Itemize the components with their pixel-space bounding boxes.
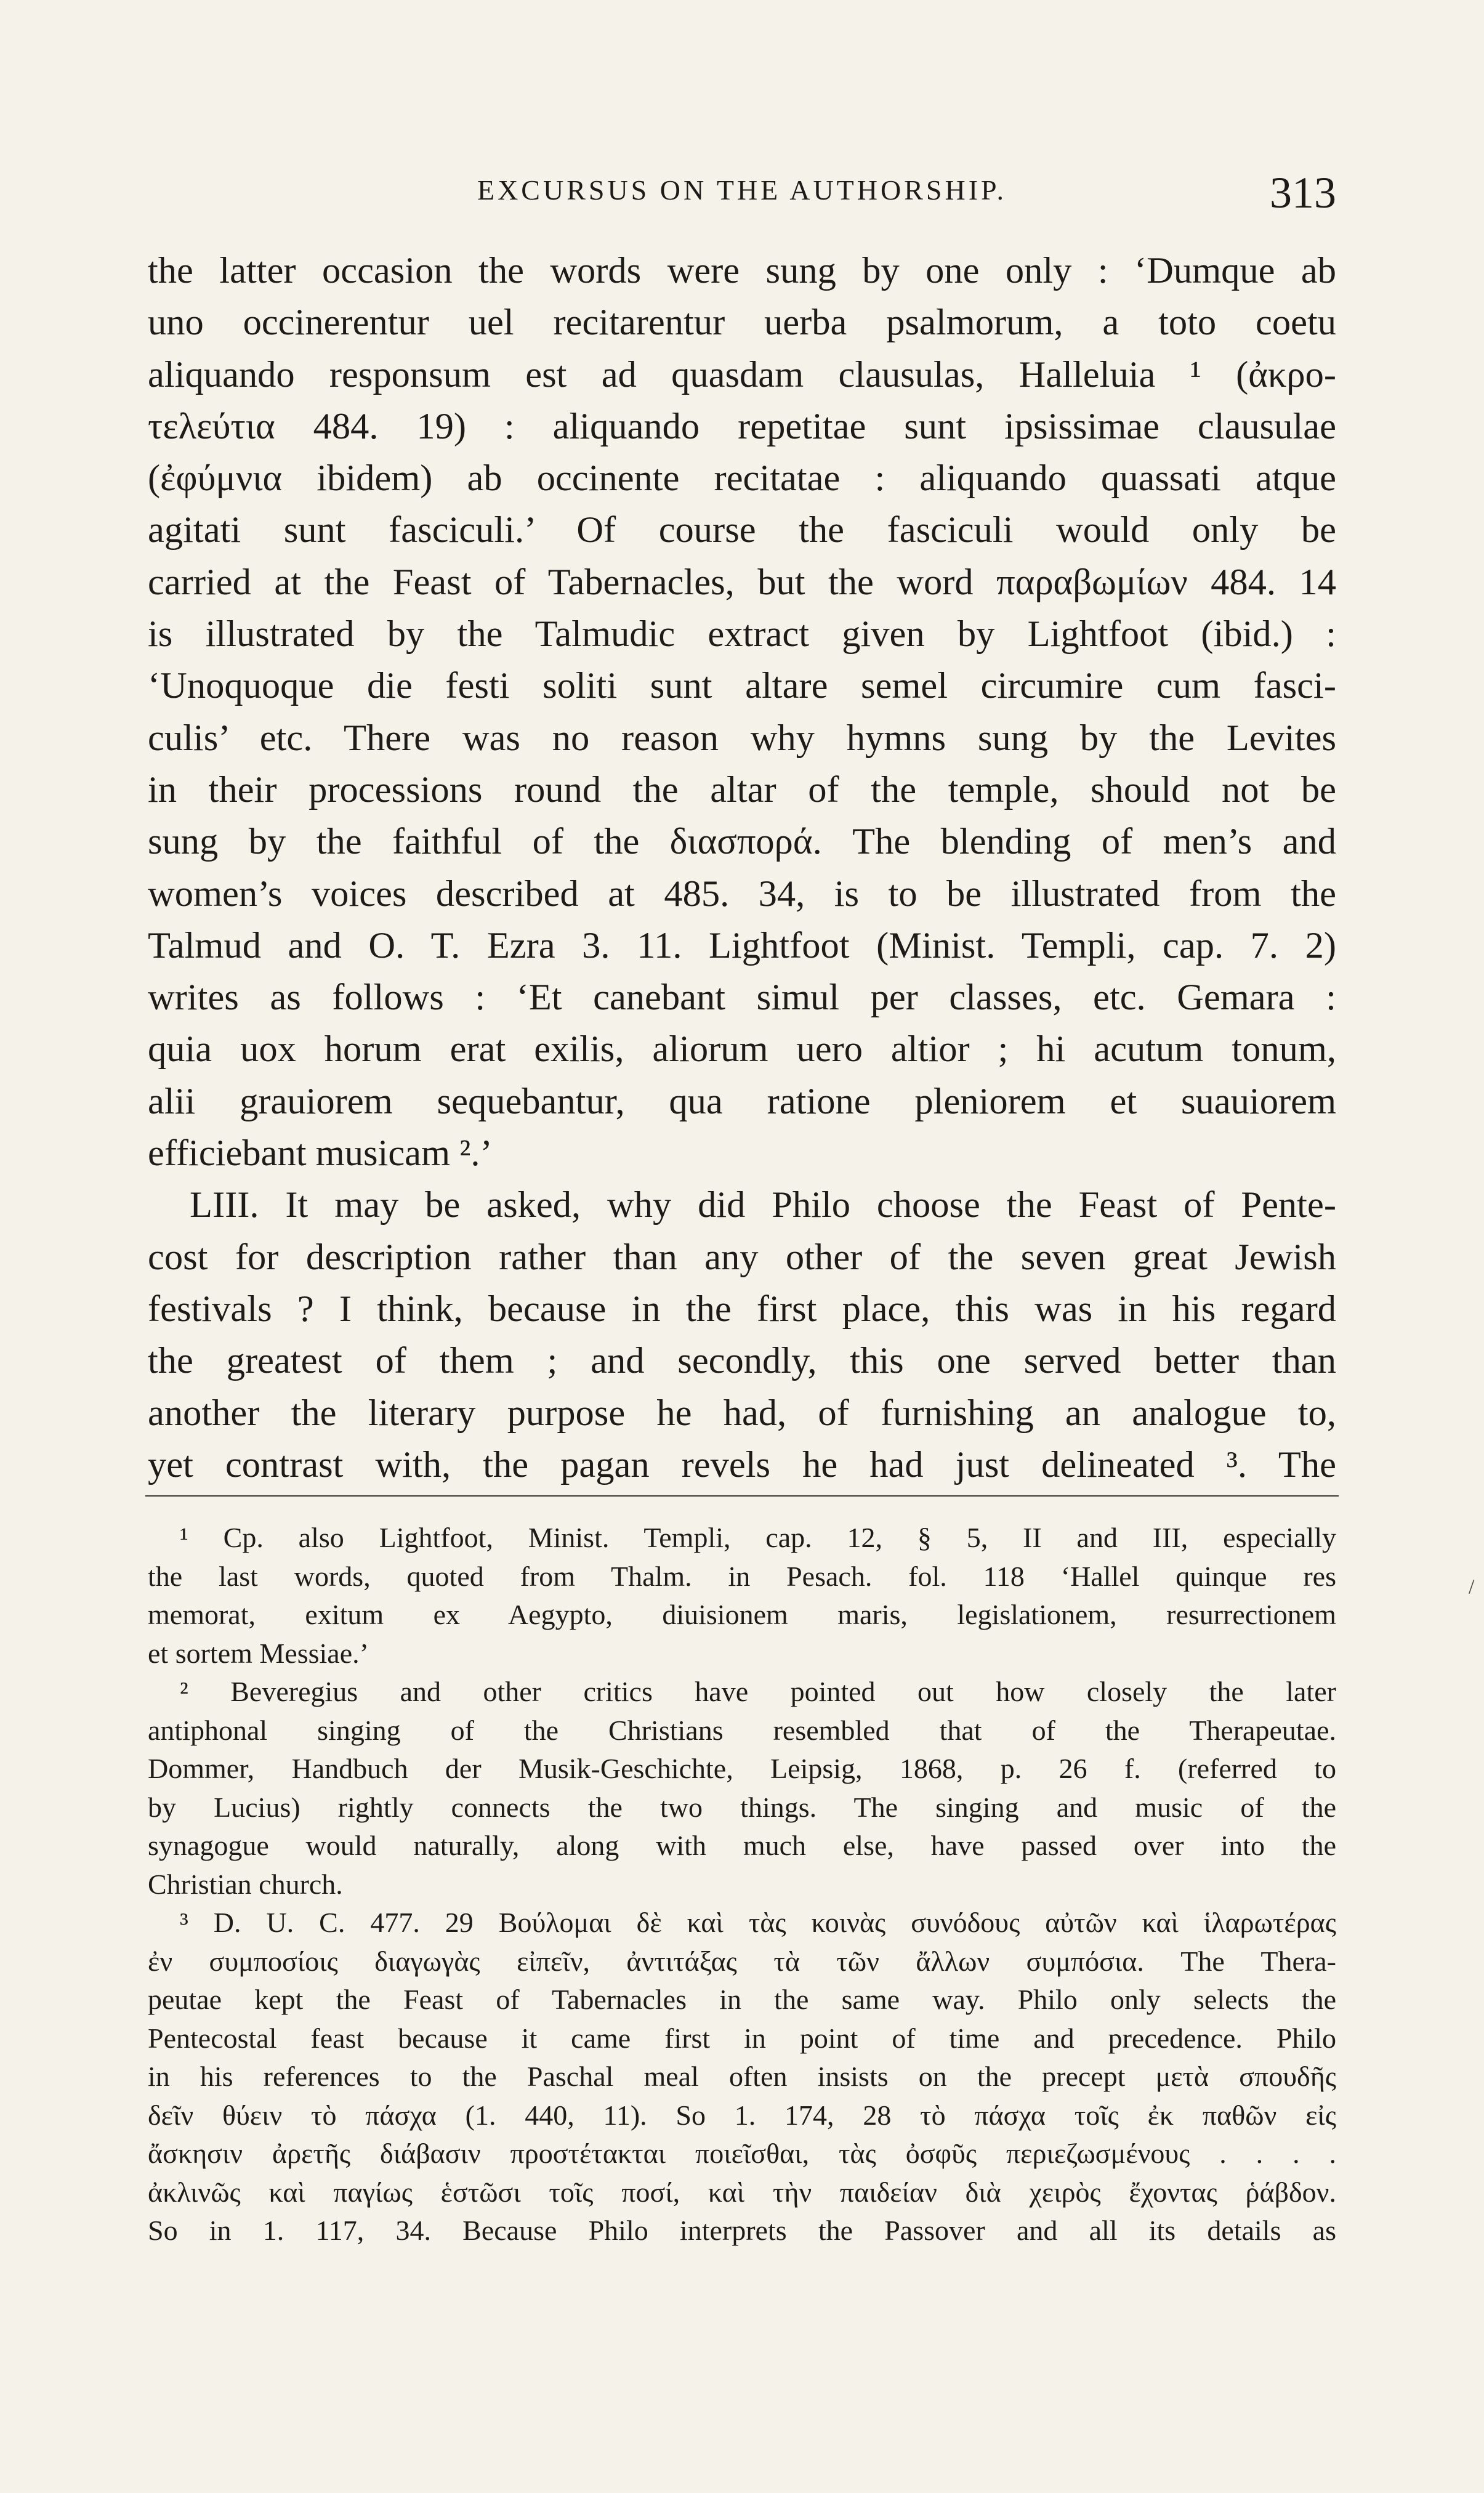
footnote-line: peutae kept the Feast of Tabernacles in the same way. Philo only selects the xyxy=(148,1984,1336,2015)
body-line: the greatest of them ; and secondly, this one served better than xyxy=(148,1340,1336,1382)
footnote-line: Dommer, Handbuch der Musik-Geschichte, Leipsig, 1868, p. 26 f. (referred to xyxy=(148,1753,1336,1784)
page-header xyxy=(148,168,1336,223)
body-line: the latter occasion the words were sung by one only : ‘Dumque ab xyxy=(148,250,1336,291)
body-line: (ἐφύμνια ibidem) ab occinente recitatae : aliquando quassati atque xyxy=(148,458,1336,499)
footnote-line: ² Beveregius and other critics have pointed out how closely the later xyxy=(180,1676,1336,1707)
footnote-line: ἀκλινῶς καὶ παγίως ἑστῶσι τοῖς ποσί, καὶ τὴν παιδείαν διὰ χειρὸς ἔχοντας ῥάβδον. xyxy=(148,2176,1336,2208)
body-line: festivals ? I think, because in the first place, this was in his regard xyxy=(148,1288,1336,1330)
footnote-divider xyxy=(145,1495,1339,1497)
footnotes xyxy=(148,1519,1336,2250)
page-number: 313 xyxy=(1270,168,1336,217)
body-line: another the literary purpose he had, of furnishing an analogue to, xyxy=(148,1392,1336,1434)
body-line: alii grauiorem sequebantur, qua ratione pleniorem et suauiorem xyxy=(148,1080,1336,1122)
body-line: quia uox horum erat exilis, aliorum uero altior ; hi acutum tonum, xyxy=(148,1028,1336,1070)
footnote-line: Pentecostal feast because it came first in point of time and precedence. Philo xyxy=(148,2022,1336,2054)
body-line: LIII. It may be asked, why did Philo choose the Feast of Pente- xyxy=(190,1184,1336,1226)
body-line: agitati sunt fasciculi.’ Of course the fasciculi would only be xyxy=(148,509,1336,551)
body-line: aliquando responsum est ad quasdam clausulas, Halleluia ¹ (ἀκρο- xyxy=(148,354,1336,395)
body-line: writes as follows : ‘Et canebant simul per classes, etc. Gemara : xyxy=(148,977,1336,1019)
body-line: cost for description rather than any other of the seven great Jewish xyxy=(148,1236,1336,1278)
footnote-line: antiphonal singing of the Christians resembled that of the Therapeutae. xyxy=(148,1714,1336,1746)
footnote-line: ἐν συμποσίοις διαγωγὰς εἰπεῖν, ἀντιτάξας τὰ τῶν ἄλλων συμπόσια. The Thera- xyxy=(148,1945,1336,1977)
body-line: yet contrast with, the pagan revels he had just delineated ³. The xyxy=(148,1444,1336,1485)
footnote-line: ³ D. U. C. 477. 29 Βούλομαι δὲ καὶ τὰς κοινὰς συνόδους αὐτῶν καὶ ἱλαρωτέρας xyxy=(180,1907,1336,1938)
footnote-line: Christian church. xyxy=(148,1868,343,1900)
body-line: carried at the Feast of Tabernacles, but the word παραβωμίων 484. 14 xyxy=(148,561,1336,603)
footnote-line: et sortem Messiae.’ xyxy=(148,1637,369,1669)
footnote-line: by Lucius) rightly connects the two things. The singing and music of the xyxy=(148,1791,1336,1823)
body-line: women’s voices described at 485. 34, is to be illustrated from the xyxy=(148,873,1336,915)
footnote-line: δεῖν θύειν τὸ πάσχα (1. 440, 11). So 1. 174, 28 τὸ πάσχα τοῖς ἐκ παθῶν εἰς xyxy=(148,2099,1336,2131)
footnote-line: memorat, exitum ex Aegypto, diuisionem maris, legislationem, resurrectionem xyxy=(148,1599,1336,1630)
body-line: is illustrated by the Talmudic extract given by Lightfoot (ibid.) : xyxy=(148,613,1336,655)
footnote-line: the last words, quoted from Thalm. in Pesach. fol. 118 ‘Hallel quinque res xyxy=(148,1560,1336,1592)
running-title: EXCURSUS ON THE AUTHORSHIP. xyxy=(477,174,1007,206)
footnote-line: ¹ Cp. also Lightfoot, Minist. Templi, cap. 12, § 5, II and III, especially xyxy=(180,1522,1336,1553)
body-line: in their processions round the altar of the temple, should not be xyxy=(148,769,1336,810)
footnote-line: ἄσκησιν ἀρετῆς διάβασιν προστέτακται ποιεῖσθαι, τὰς ὀσφῦς περιεζωσμένους . . . . xyxy=(148,2138,1336,2169)
footnote-line: in his references to the Paschal meal often insists on the precept μετὰ σπουδῆς xyxy=(148,2061,1336,2092)
body-line: culis’ etc. There was no reason why hymns sung by the Levites xyxy=(148,717,1336,759)
body-line: sung by the faithful of the διασπορά. The blending of men’s and xyxy=(148,821,1336,863)
body-line: τελεύτια 484. 19) : aliquando repetitae sunt ipsissimae clausulae xyxy=(148,405,1336,447)
body-line: ‘Unoquoque die festi soliti sunt altare semel circumire cum fasci- xyxy=(148,665,1336,707)
main-text xyxy=(148,245,1336,1491)
footnote-line: So in 1. 117, 34. Because Philo interprets the Passover and all its details as xyxy=(148,2215,1336,2246)
footnote-line: synagogue would naturally, along with much else, have passed over into the xyxy=(148,1830,1336,1861)
body-line: efficiebant musicam ².’ xyxy=(148,1133,493,1174)
margin-mark: / xyxy=(1469,1575,1475,1598)
body-line: uno occinerentur uel recitarentur uerba psalmorum, a toto coetu xyxy=(148,302,1336,344)
body-line: Talmud and O. T. Ezra 3. 11. Lightfoot (Minist. Templi, cap. 7. 2) xyxy=(148,924,1336,966)
